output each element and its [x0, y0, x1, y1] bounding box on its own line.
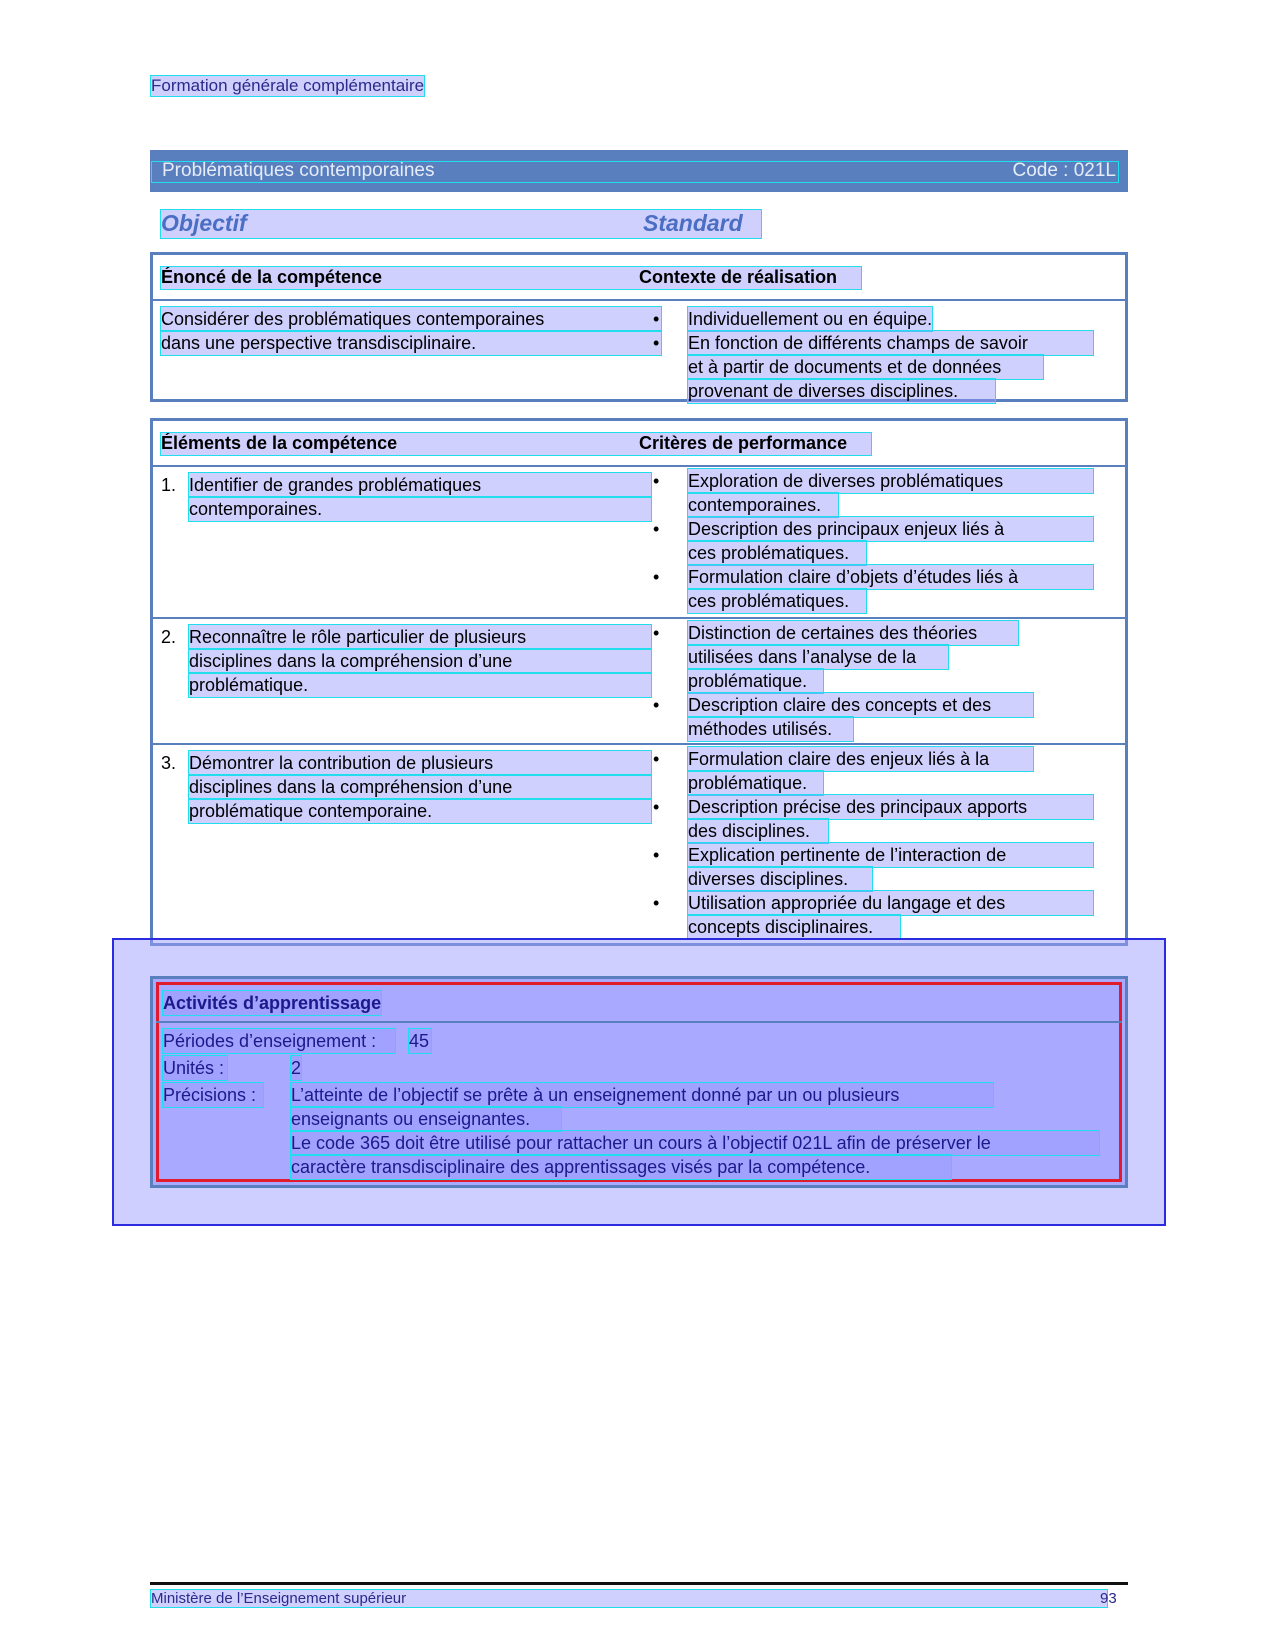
element-row-3: 3. Démontrer la contribution de plusieurs disciplines dans la compréhension d’une problématique contemporaine.	[161, 751, 651, 823]
element-line: Reconnaître le rôle particulier de plusieurs	[189, 625, 651, 649]
header-enonce: Énoncé de la compétence	[161, 267, 383, 287]
criterion: • Distinction de certaines des théories utilisées dans l’analyse de la problématique.	[653, 621, 1093, 693]
standard-label: Standard	[643, 210, 743, 236]
element-row-2: 2. Reconnaître le rôle particulier de plusieurs disciplines dans la compréhension d’une problématique.	[161, 625, 651, 697]
criterion: • Explication pertinente de l’interaction de diverses disciplines.	[653, 843, 1093, 891]
footer-rule	[150, 1582, 1128, 1585]
units-value: 2	[291, 1058, 302, 1078]
element-line: Identifier de grandes problématiques	[189, 473, 651, 497]
competence-header	[161, 267, 861, 289]
criterion: • Utilisation appropriée du langage et des concepts disciplinaires.	[653, 891, 1093, 939]
criterion: • Exploration de diverses problématiques contemporaines.	[653, 469, 1093, 517]
periods-label: Périodes d’enseignement :	[163, 1029, 395, 1053]
element-line: disciplines dans la compréhension d’une	[189, 649, 651, 673]
criterion: • Formulation claire d’objets d’études liés à ces problématiques.	[653, 565, 1093, 613]
statement-line: Considérer des problématiques contemporaines	[161, 307, 661, 331]
title-bar-highlight	[152, 162, 1118, 182]
criterion: • Description claire des concepts et des méthodes utilisés.	[653, 693, 1093, 741]
divider	[153, 299, 1125, 301]
element-line: contemporaines.	[189, 497, 651, 521]
element-line: Démontrer la contribution de plusieurs	[189, 751, 651, 775]
element-line: disciplines dans la compréhension d’une	[189, 775, 651, 799]
statement-line: dans une perspective transdisciplinaire.	[161, 331, 661, 355]
criterion: • Formulation claire des enjeux liés à la problématique.	[653, 747, 1093, 795]
running-head: Formation générale complémentaire	[151, 76, 425, 95]
footer-ministry: Ministère de l’Enseignement supérieur	[151, 1590, 1107, 1607]
divider	[153, 743, 1125, 745]
periods-value: 45	[409, 1031, 430, 1051]
context-list	[653, 307, 1093, 403]
element-row-1: 1. Identifier de grandes problématiques contemporaines.	[161, 473, 651, 521]
element-line: problématique.	[189, 673, 651, 697]
activities-heading: Activités d’apprentissage	[163, 993, 382, 1013]
competence-statement	[161, 307, 661, 355]
page-number: 93	[1100, 1590, 1117, 1607]
units-label: Unités :	[163, 1056, 227, 1080]
criteria-list-1	[653, 469, 1093, 613]
course-code: Code : 021L	[1012, 160, 1116, 181]
header-elements: Éléments de la compétence	[161, 433, 398, 453]
activities-box	[150, 976, 1128, 1188]
elements-header	[161, 433, 871, 455]
precisions-text: L’atteinte de l’objectif se prête à un enseignement donné par un ou plusieurs enseignants ou enseignantes. Le code 365 doit être utilisé pour rattacher un cours à l’objectif 021L afin de préserver le caractère transdisciplinaire des apprentissages visés par la compétence.	[291, 1083, 1101, 1179]
precisions-label: Précisions :	[163, 1083, 263, 1107]
criterion: • Description précise des principaux apports des disciplines.	[653, 795, 1093, 843]
divider	[156, 1021, 1122, 1023]
criteria-list-3	[653, 747, 1093, 939]
divider	[153, 617, 1125, 619]
header-contexte: Contexte de réalisation	[639, 267, 838, 287]
criterion: • Description des principaux enjeux liés à ces problématiques.	[653, 517, 1093, 565]
divider	[153, 465, 1125, 467]
elements-table	[150, 418, 1128, 946]
header-criteres: Critères de performance	[639, 433, 848, 453]
objectif-label: Objectif	[161, 210, 247, 236]
criteria-list-2	[653, 621, 1093, 741]
context-bullet: • En fonction de différents champs de savoir et à partir de documents et de données provenant de diverses disciplines.	[653, 331, 1093, 403]
competence-table	[150, 252, 1128, 402]
section-labels	[161, 210, 761, 238]
course-title: Problématiques contemporaines	[162, 160, 435, 181]
element-line: problématique contemporaine.	[189, 799, 651, 823]
context-bullet: • Individuellement ou en équipe.	[653, 307, 1093, 331]
